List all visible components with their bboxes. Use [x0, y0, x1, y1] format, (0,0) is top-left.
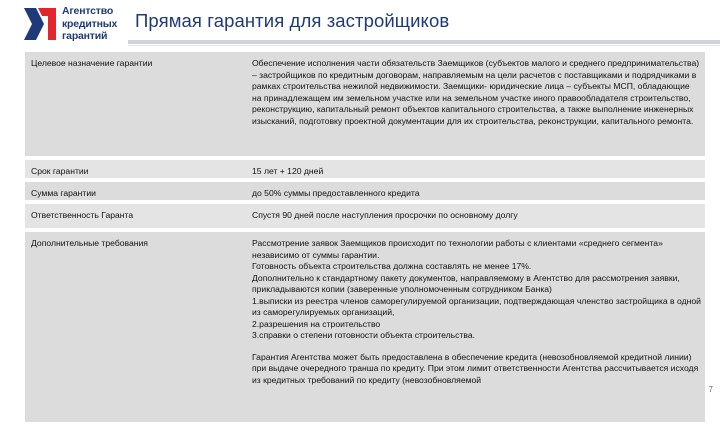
row-label: Сумма гарантии: [31, 188, 96, 198]
table-row: [25, 182, 705, 200]
requirement-paragraph: Гарантия Агентства может быть предоставлена в обеспечение кредита (невозобновляемой кредитной линии) при выдаче очередного транша по кредиту. При этом лимит ответственности Агентства рассчитывается исходя из кредитных требований по кредиту (невозобновляемой: [252, 351, 699, 385]
row-label: Срок гарантии: [31, 166, 89, 176]
row-label: Целевое назначение гарантии: [31, 58, 153, 68]
table-row: [25, 232, 705, 422]
row-value: Обеспечение исполнения части обязательств Заемщиков (субъектов малого и среднего предпринимательства) – застройщиков по кредитным договорам, направляемым на цели расчетов с поставщиками и подрядчиками в рамках строительства нежилой недвижимости. Заемщики- юридические лица – субъекты МСП, обладающие на принадлежащем им земельном участке или на земельном участке иного правообладателя строительство, реконструкцию, капитальный ремонт объектов капитального строительства, а также выполнение инженерных изысканий, подготовку проектной документации для их строительства, реконструкции, капитального ремонта.: [252, 58, 700, 126]
requirement-paragraph: Готовность объекта строительства должна составлять не менее 17%.: [252, 261, 532, 271]
table-row: [25, 52, 705, 156]
requirement-paragraph: Рассмотрение заявок Заемщиков происходит по технологии работы с клиентами «среднего сегмента» независимо от суммы гарантии.: [252, 238, 663, 260]
requirement-paragraph: 2.разрешения на строительство: [252, 318, 381, 329]
requirement-paragraph: 1.выписки из реестра членов саморегулируемой организации, подтверждающая членство застройщика в одной из саморегулируемых организаций,: [252, 295, 701, 317]
row-label: Дополнительные требования: [31, 238, 148, 248]
logo-line: кредитных: [62, 17, 118, 30]
row-value: 15 лет + 120 дней: [252, 166, 324, 176]
row-value: Спустя 90 дней после наступления просрочки по основному долгу: [252, 210, 518, 220]
agency-emblem-icon: [22, 4, 58, 44]
logo-text: [62, 5, 117, 43]
requirement-paragraph: 3.справки о степени готовности объекта строительства.: [252, 330, 476, 340]
guarantee-table: [25, 52, 705, 426]
table-row: [25, 160, 705, 178]
page-number: 7: [708, 385, 713, 394]
logo: [22, 4, 122, 46]
row-label: Ответственность Гаранта: [31, 210, 134, 220]
header-divider-thin: [128, 45, 720, 46]
row-value: [247, 232, 705, 422]
page-title: Прямая гарантия для застройщиков: [135, 10, 450, 31]
header-divider: [128, 40, 720, 44]
logo-line: гарантий: [62, 30, 108, 42]
row-value: до 50% суммы предоставленного кредита: [252, 188, 420, 198]
paragraph-gap: [252, 342, 701, 352]
requirement-paragraph: Дополнительно к стандартному пакету документов, направляемому в Агентство для рассмотрения заявки, прикладываются копии (заверенные уполномоченным сотрудником Банка): [252, 272, 680, 294]
logo-line: Агентство: [62, 5, 114, 17]
table-row: [25, 204, 705, 228]
